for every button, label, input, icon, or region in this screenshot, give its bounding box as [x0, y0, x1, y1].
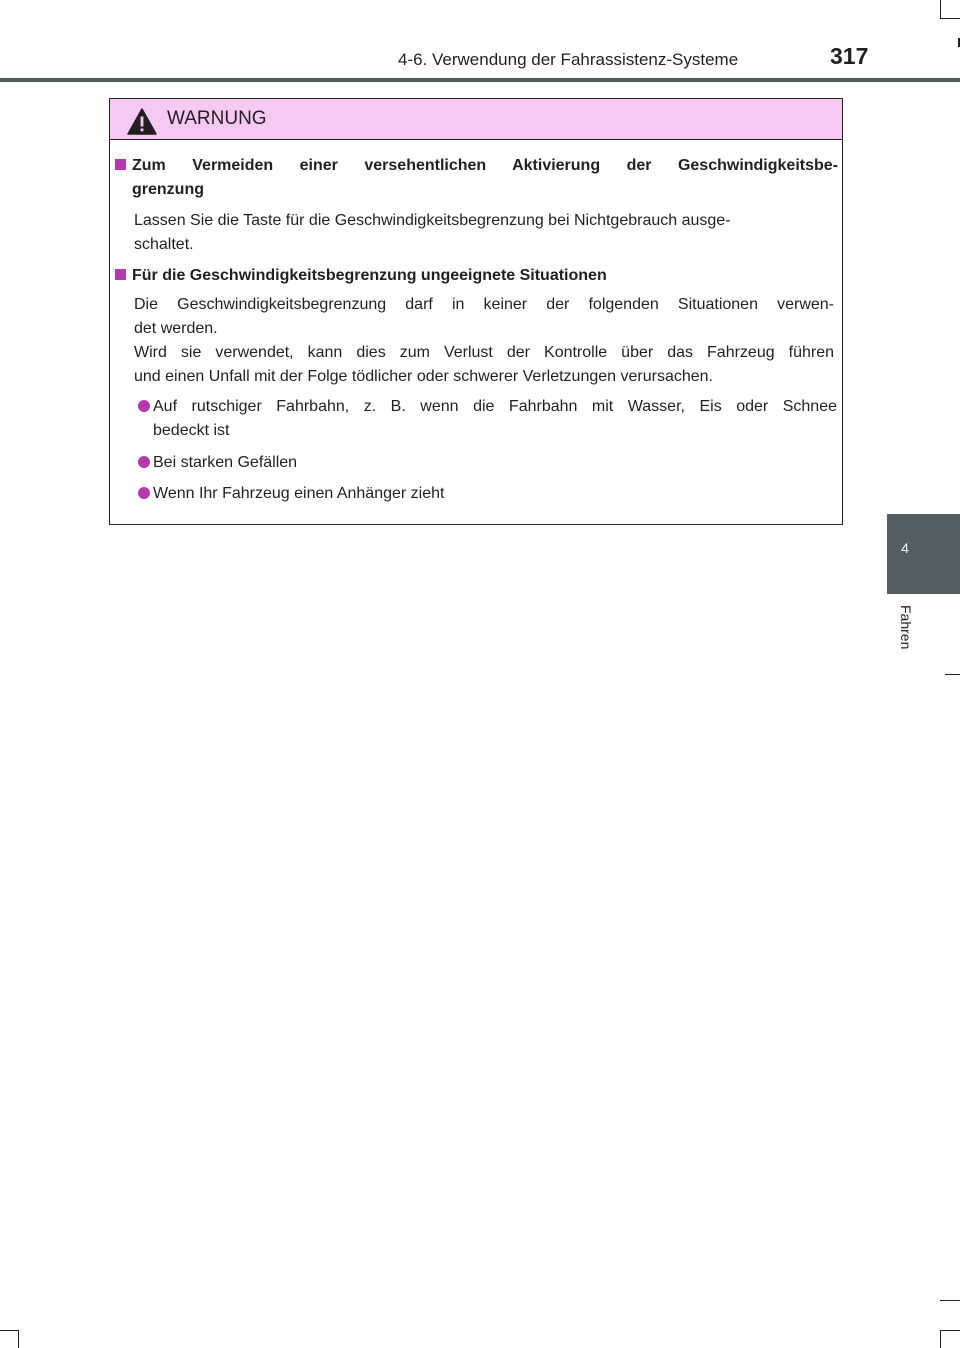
crop-mark	[18, 1330, 19, 1348]
warning-triangle-icon	[127, 108, 157, 135]
crop-mark	[940, 1330, 941, 1348]
list-item-line: bedeckt ist	[153, 422, 230, 439]
section-heading	[132, 154, 838, 202]
body-line: schaltet.	[134, 236, 194, 253]
square-bullet	[115, 159, 126, 170]
body-line: Die Geschwindigkeitsbegrenzung darf in keiner der folgenden Situationen verwen-	[134, 296, 834, 313]
section-body	[134, 209, 834, 257]
warning-header	[110, 99, 842, 140]
list-item	[153, 395, 837, 443]
crop-mark	[940, 18, 960, 19]
chapter-tab	[887, 514, 960, 594]
chapter-name: Fahren	[898, 605, 914, 650]
page-number: 317	[830, 43, 869, 69]
body-line: und einen Unfall mit der Folge tödlicher oder schwerer Verletzungen verursachen.	[134, 368, 713, 385]
chapter-label	[893, 605, 919, 665]
heading-line: grenzung	[132, 181, 204, 198]
crop-mark	[945, 674, 960, 675]
list-item-line: Bei starken Gefällen	[153, 454, 298, 471]
body-line: Wird sie verwendet, kann dies zum Verlust der Kontrolle über das Fahrzeug führen	[134, 344, 834, 361]
list-item	[153, 482, 837, 506]
body-line: det werden.	[134, 320, 218, 337]
section-title: 4-6. Verwendung der Fahrassistenz-Systeme	[398, 50, 739, 69]
heading-line: Zum Vermeiden einer versehentlichen Aktivierung der Geschwindigkeitsbe-	[132, 157, 838, 174]
circle-bullet	[138, 487, 150, 499]
body-line: Lassen Sie die Taste für die Geschwindigkeitsbegrenzung bei Nichtgebrauch ausge-	[134, 212, 731, 229]
circle-bullet	[138, 456, 150, 468]
warning-title: WARNUNG	[167, 108, 267, 129]
list-item	[153, 451, 837, 475]
chapter-number: 4	[901, 540, 909, 556]
square-bullet	[115, 269, 126, 280]
warning-box	[109, 98, 843, 525]
heading-line: Für die Geschwindigkeitsbegrenzung ungeeignete Situationen	[132, 267, 607, 284]
section-body	[134, 293, 834, 389]
list-item-line: Auf rutschiger Fahrbahn, z. B. wenn die Fahrbahn mit Wasser, Eis oder Schnee	[153, 398, 837, 415]
circle-bullet	[138, 400, 150, 412]
header-rule	[0, 78, 960, 82]
list-item-line: Wenn Ihr Fahrzeug einen Anhänger zieht	[153, 485, 445, 502]
crop-mark	[940, 1330, 960, 1331]
section-heading	[132, 264, 607, 288]
crop-mark	[940, 1300, 960, 1301]
crop-mark	[940, 0, 941, 18]
crop-mark	[0, 1330, 18, 1331]
